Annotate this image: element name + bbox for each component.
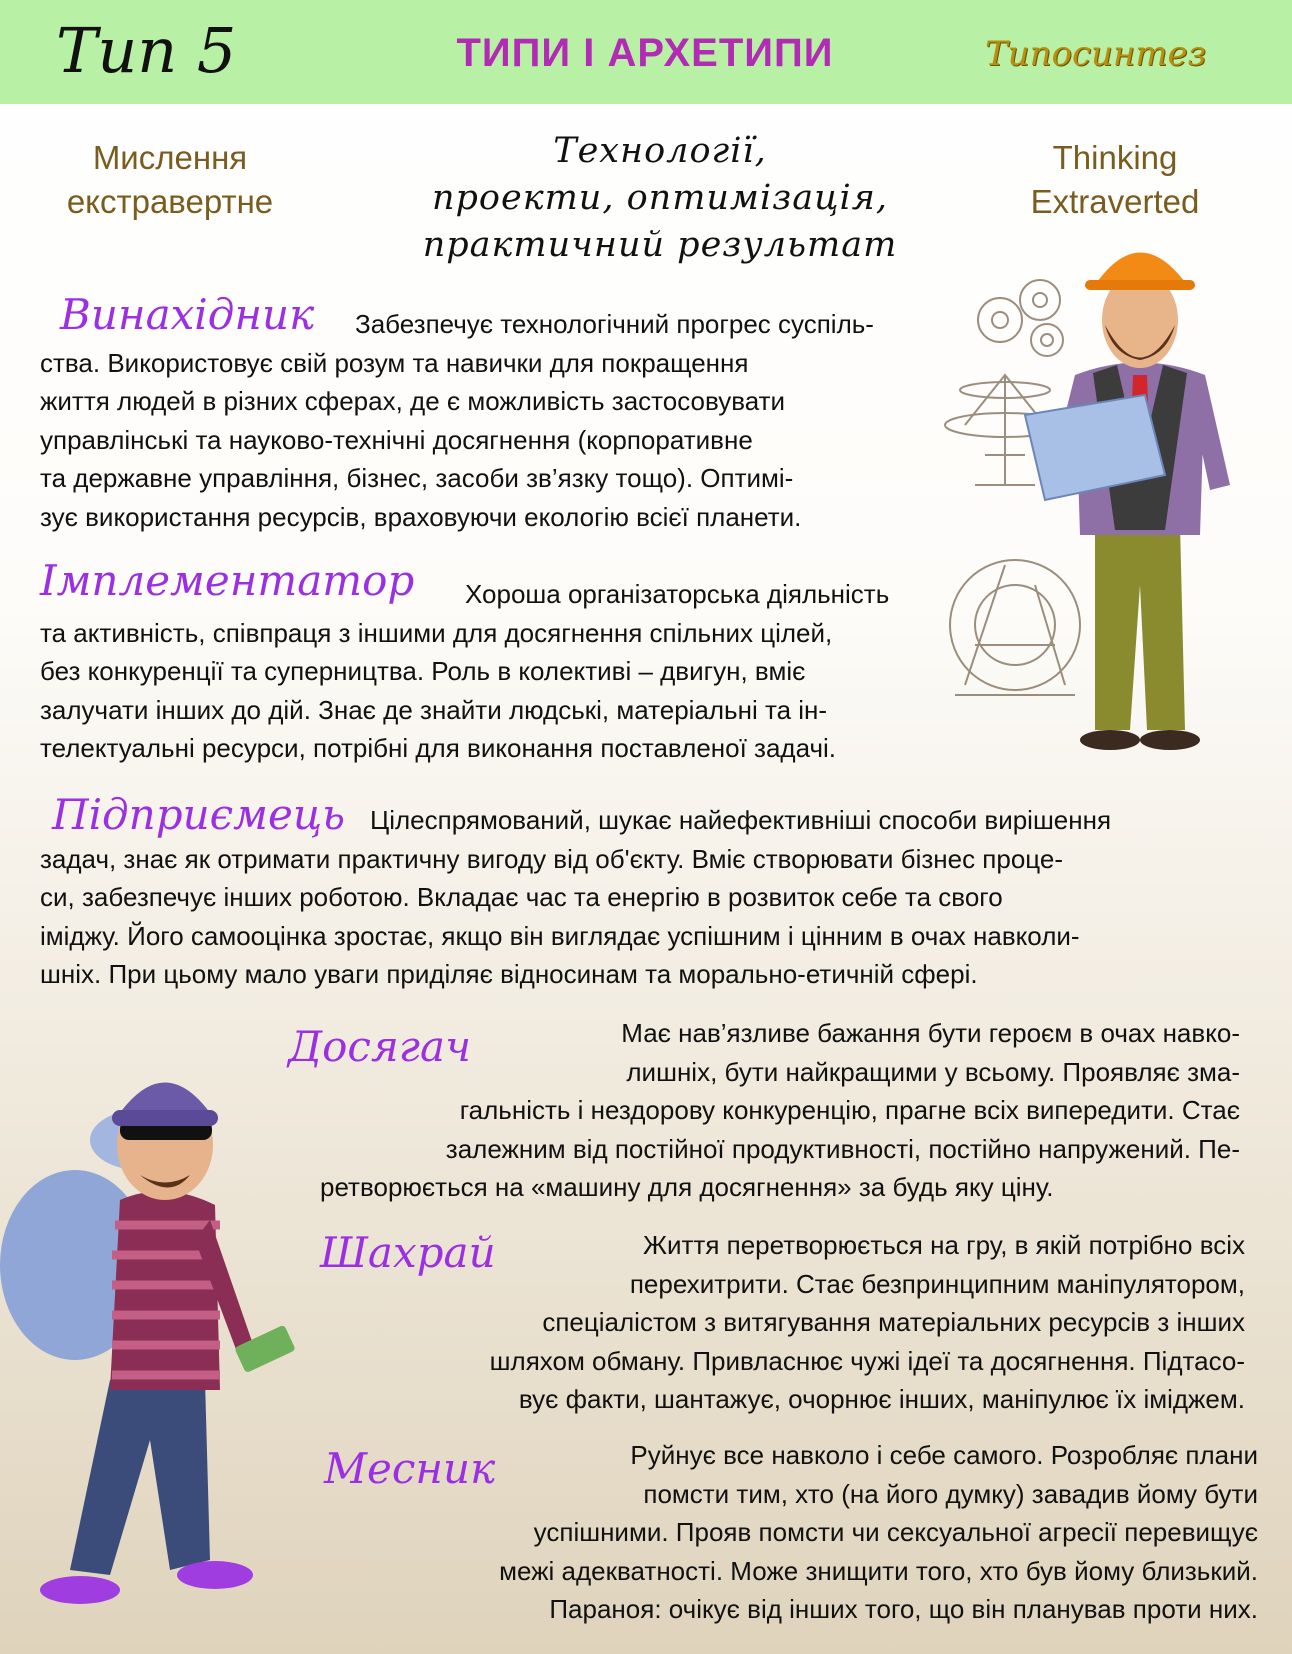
text-line: Хороша організаторська діяльність — [465, 579, 890, 609]
text-line: Має нав’язливе бажання бути героєм в очах навко- — [621, 1018, 1240, 1048]
archetype-title-entrepreneur: Підприємець — [52, 790, 346, 839]
archetype-text-trickster — [365, 1226, 1245, 1419]
text-line: успішними. Прояв помсти чи сексуальної агресії перевищує — [533, 1517, 1258, 1547]
theme-line: проекти, оптимізація, — [431, 178, 889, 218]
text-line: шляхом обману. Привласнює чужі ідеї та досягнення. Підтасо- — [489, 1345, 1245, 1376]
text-line: життя людей в різних сферах, де є можливість застосовувати — [40, 386, 786, 416]
header-bar — [0, 0, 1292, 104]
text-line: Руйнує все навколо і себе самого. Розробляє плани — [630, 1440, 1258, 1470]
brand-logo: Типосинтез — [985, 34, 1207, 74]
archetype-text-implementer — [40, 575, 960, 768]
archetype-text-entrepreneur — [40, 801, 1240, 994]
text-line: помсти тим, хто (на його думку) завадив йому бути — [643, 1478, 1258, 1509]
text-line: та державне управління, бізнес, засоби зв’язку тощо). Оптимі- — [40, 463, 794, 493]
page-title: ТИПИ І АРХЕТИПИ — [456, 31, 834, 75]
text-line: Життя перетворюється на гру, в якій потрібно всіх — [642, 1230, 1245, 1260]
archetype-title-implementer: Імплементатор — [40, 556, 415, 605]
text-line: перехитрити. Стає безпринципним маніпулятором, — [629, 1268, 1245, 1299]
text-line: вує факти, шантажує, очорнює інших, маніпулює їх іміджем. — [518, 1384, 1245, 1414]
text-line: Цілеспрямований, шукає найефективніші способи вирішення — [370, 805, 1112, 835]
text-line: спеціалістом з витягування матеріальних ресурсів з інших — [542, 1307, 1245, 1337]
text-line: зує використання ресурсів, враховуючи екологію всієї планети. — [40, 501, 802, 532]
text-line: Параноя: очікує від інших того, що він планував проти них. — [549, 1594, 1258, 1624]
text-line: без конкуренції та суперництва. Роль в колективі – двигун, вміє — [40, 656, 806, 686]
theme-line: Технології, — [553, 131, 767, 171]
type-theme — [360, 128, 960, 269]
text-line: управлінські та науково-технічні досягнення (корпоративне — [40, 424, 753, 455]
function-label-ua — [30, 136, 310, 224]
function-label-line: Thinking — [1052, 139, 1178, 176]
function-label-line: Extraverted — [1030, 183, 1200, 220]
text-line: шніх. При цьому мало уваги приділяє відносинам та морально-етичній сфері. — [40, 959, 978, 989]
text-line: телектуальні ресурси, потрібні для виконання поставленої задачі. — [40, 733, 837, 763]
text-line: межі адекватності. Може знищити того, хто був йому близький. — [499, 1555, 1258, 1586]
archetype-text-inventor — [40, 305, 915, 536]
text-line: задач, знає як отримати практичну вигоду від об'єкту. Вміє створювати бізнес проце- — [40, 843, 1064, 874]
function-label-line: екстравертне — [66, 183, 274, 220]
archetype-title-trickster: Шахрай — [320, 1228, 496, 1277]
archetype-title-achiever: Досягач — [288, 1022, 472, 1071]
text-line: си, забезпечує інших роботою. Вкладає час та енергію в розвиток себе та свого — [40, 882, 1003, 912]
text-line: іміджу. Його самооцінка зростає, якщо він виглядає успішним і цінним в очах навколи- — [40, 920, 1080, 951]
thief-illustration — [0, 1050, 330, 1630]
archetype-title-inventor: Винахідник — [60, 290, 315, 339]
archetype-text-avenger — [368, 1436, 1258, 1629]
function-label-en — [980, 136, 1250, 224]
text-line: Забезпечує технологічний прогрес суспіль- — [355, 309, 874, 339]
type-label: Тип 5 — [56, 14, 237, 87]
archetype-text-achiever — [320, 1014, 1240, 1207]
text-line: та активність, співпраця з іншими для досягнення спільних цілей, — [40, 617, 833, 648]
text-line: залучати інших до дій. Знає де знайти людські, матеріальні та ін- — [40, 694, 828, 725]
function-label-line: Мислення — [92, 139, 248, 176]
engineer-illustration — [935, 225, 1270, 785]
theme-line: практичний результат — [422, 225, 898, 265]
text-line: залежним від постійної продуктивності, постійно напружений. Пе- — [445, 1133, 1240, 1164]
text-line: ретворюється на «машину для досягнення» за будь яку ціну. — [320, 1172, 1054, 1202]
text-line: ства. Використовує свій розум та навички для покращення — [40, 347, 749, 378]
text-line: лишніх, бути найкращими у всьому. Проявляє зма- — [626, 1056, 1240, 1087]
archetype-title-avenger: Месник — [324, 1444, 496, 1493]
text-line: гальність і нездорову конкуренцію, прагне всіх випередити. Стає — [459, 1095, 1240, 1125]
